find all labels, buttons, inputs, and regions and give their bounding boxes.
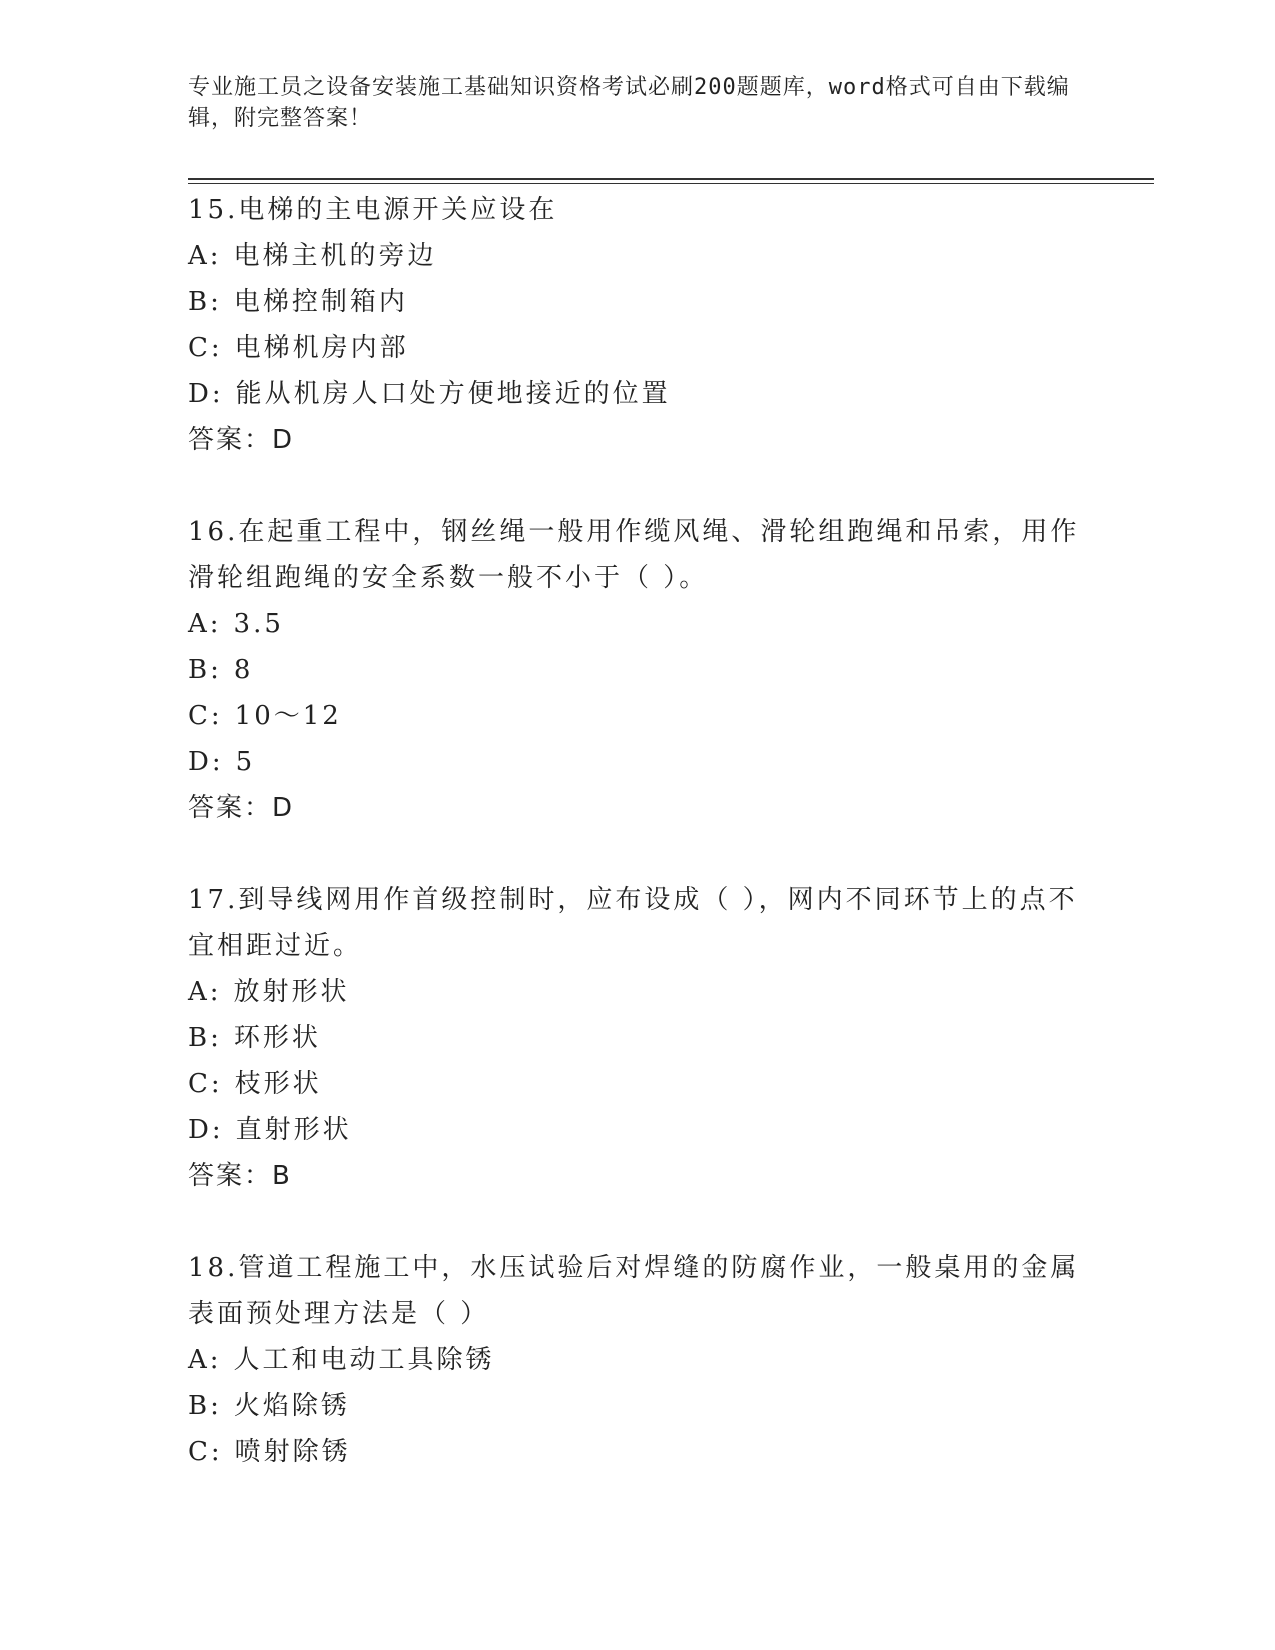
option-text: 人工和电动工具除锈: [233, 1345, 495, 1375]
option-text: 电梯机房内部: [234, 333, 409, 363]
option-d: [188, 739, 1088, 785]
question-18: [188, 1245, 1088, 1475]
option-key: C:: [188, 1437, 223, 1467]
question-stem: 16.在起重工程中，钢丝绳一般用作缆风绳、滑轮组跑绳和吊索，用作滑轮组跑绳的安全系数一般不小于（ ）。: [188, 517, 1080, 593]
option-text: 8: [233, 655, 254, 685]
option-text: 5: [235, 747, 256, 777]
option-text: 放射形状: [233, 977, 350, 1007]
answer-line: [188, 785, 1088, 831]
option-key: C:: [188, 701, 223, 731]
option-c: [188, 1429, 1088, 1475]
answer-line: [188, 1153, 1088, 1199]
option-a: [188, 1337, 1088, 1383]
option-c: [188, 1061, 1088, 1107]
option-text: 环形状: [233, 1023, 321, 1053]
question-16: [188, 509, 1088, 831]
question-17: [188, 877, 1088, 1199]
option-key: A:: [188, 977, 222, 1007]
document-header: 专业施工员之设备安装施工基础知识资格考试必刷200题题库，word格式可自由下载编辑，附完整答案！: [188, 75, 1070, 131]
option-text: 喷射除锈: [234, 1437, 351, 1467]
option-text: 直射形状: [235, 1115, 352, 1145]
question-spacer: [188, 1199, 1088, 1245]
question-list: [188, 187, 1088, 1475]
answer-line: [188, 417, 1088, 463]
option-text: 3.5: [233, 609, 284, 639]
option-key: A:: [188, 609, 222, 639]
option-a: [188, 601, 1088, 647]
option-text: 10～12: [234, 701, 342, 731]
option-key: B:: [188, 287, 222, 317]
question-15: [188, 187, 1088, 463]
answer-value: D: [272, 793, 295, 823]
question-stem: 17.到导线网用作首级控制时，应布设成（ ），网内不同环节上的点不宜相距过近。: [188, 885, 1078, 961]
option-key: B:: [188, 1391, 222, 1421]
option-text: 枝形状: [234, 1069, 322, 1099]
option-key: A:: [188, 241, 222, 271]
option-a: [188, 233, 1088, 279]
option-b: [188, 1015, 1088, 1061]
option-text: 能从机房人口处方便地接近的位置: [235, 379, 671, 409]
answer-label: 答案：: [188, 1161, 273, 1191]
option-key: B:: [188, 1023, 222, 1053]
question-spacer: [188, 831, 1088, 877]
answer-value: D: [272, 425, 295, 455]
header-divider-thick: [188, 178, 1154, 180]
option-key: D:: [188, 747, 224, 777]
option-b: [188, 1383, 1088, 1429]
option-d: [188, 371, 1088, 417]
question-spacer: [188, 463, 1088, 509]
option-text: 电梯主机的旁边: [233, 241, 437, 271]
question-stem: 15.电梯的主电源开关应设在: [188, 195, 558, 225]
option-c: [188, 325, 1088, 371]
option-key: C:: [188, 333, 223, 363]
option-key: B:: [188, 655, 222, 685]
header-divider-thin: [188, 183, 1154, 184]
question-stem: 18.管道工程施工中，水压试验后对焊缝的防腐作业，一般桌用的金属表面预处理方法是（ ）: [188, 1253, 1080, 1329]
answer-label: 答案：: [188, 793, 273, 823]
answer-value: B: [272, 1161, 292, 1191]
option-key: D:: [188, 379, 224, 409]
option-b: [188, 279, 1088, 325]
answer-label: 答案：: [188, 425, 273, 455]
option-text: 火焰除锈: [233, 1391, 350, 1421]
option-b: [188, 647, 1088, 693]
option-c: [188, 693, 1088, 739]
option-d: [188, 1107, 1088, 1153]
option-key: A:: [188, 1345, 222, 1375]
option-a: [188, 969, 1088, 1015]
option-text: 电梯控制箱内: [233, 287, 408, 317]
option-key: C:: [188, 1069, 223, 1099]
option-key: D:: [188, 1115, 224, 1145]
